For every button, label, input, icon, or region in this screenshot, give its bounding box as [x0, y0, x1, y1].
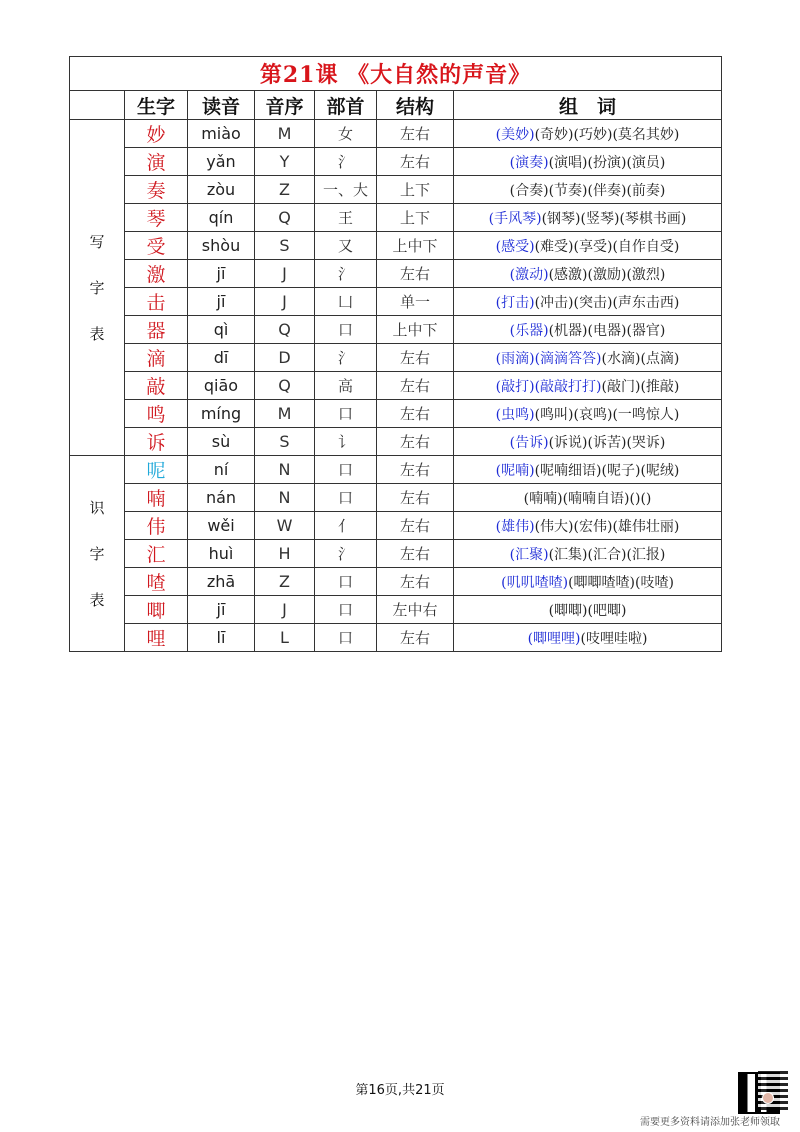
pinyin-cell: jī: [188, 260, 255, 288]
header-letter-order: 音序: [255, 91, 315, 120]
highlighted-word: (雨滴)(滴滴答答): [495, 350, 602, 367]
word-group: (伟大)(宏伟)(雄伟壮丽): [534, 518, 680, 535]
section-label-char: 写: [89, 232, 105, 251]
letter-order-cell: J: [255, 596, 315, 624]
section-label-char: 表: [89, 590, 105, 609]
words-cell: [454, 624, 722, 652]
word-group: (诉说)(诉苦)(哭诉): [548, 434, 666, 451]
radical-cell: 一、大: [315, 176, 377, 204]
structure-cell: 左右: [377, 344, 454, 372]
radical-cell: 口: [315, 316, 377, 344]
word-group: (敲门)(推敲): [601, 378, 680, 395]
radical-cell: 氵: [315, 344, 377, 372]
word-group: (感激)(激励)(激烈): [548, 266, 666, 283]
radical-cell: 亻: [315, 512, 377, 540]
words-cell: [454, 568, 722, 596]
structure-cell: 上下: [377, 204, 454, 232]
structure-cell: 左右: [377, 372, 454, 400]
section-label-recognize: [70, 456, 125, 652]
highlighted-word: (唧哩哩): [527, 630, 581, 647]
word-group: (水滴)(点滴): [601, 350, 680, 367]
words-cell: [454, 512, 722, 540]
header-structure: 结构: [377, 91, 454, 120]
radical-cell: 口: [315, 596, 377, 624]
radical-cell: 讠: [315, 428, 377, 456]
section-label-char: 字: [89, 544, 105, 563]
structure-cell: 左右: [377, 120, 454, 148]
table-row: [70, 484, 722, 512]
structure-cell: 单一: [377, 288, 454, 316]
words-cell: [454, 260, 722, 288]
radical-cell: 氵: [315, 260, 377, 288]
pinyin-cell: qiāo: [188, 372, 255, 400]
word-group: (难受)(享受)(自作自受): [534, 238, 680, 255]
letter-order-cell: Q: [255, 316, 315, 344]
character-cell: 哩: [125, 624, 188, 652]
character-cell: 喳: [125, 568, 188, 596]
section-label-char: 表: [89, 324, 105, 343]
highlighted-word: (激动): [509, 266, 549, 283]
table-row: [70, 344, 722, 372]
radical-cell: 高: [315, 372, 377, 400]
character-cell: 妙: [125, 120, 188, 148]
pinyin-cell: dī: [188, 344, 255, 372]
section-label-char: 字: [89, 278, 105, 297]
table-row: [70, 120, 722, 148]
words-cell: [454, 316, 722, 344]
pinyin-cell: zòu: [188, 176, 255, 204]
header-blank: [70, 91, 125, 120]
highlighted-word: (叽叽喳喳): [501, 574, 569, 591]
table-row: [70, 288, 722, 316]
words-cell: [454, 484, 722, 512]
letter-order-cell: Q: [255, 204, 315, 232]
pinyin-cell: qín: [188, 204, 255, 232]
pinyin-cell: ní: [188, 456, 255, 484]
letter-order-cell: L: [255, 624, 315, 652]
character-cell: 器: [125, 316, 188, 344]
header-radical: 部首: [315, 91, 377, 120]
structure-cell: 左右: [377, 148, 454, 176]
word-group: (机器)(电器)(器官): [548, 322, 666, 339]
header-row: [70, 91, 722, 120]
letter-order-cell: M: [255, 400, 315, 428]
lesson-title: 第21课 《大自然的声音》: [70, 57, 722, 91]
table-row: [70, 428, 722, 456]
radical-cell: 氵: [315, 540, 377, 568]
structure-cell: 上中下: [377, 316, 454, 344]
structure-cell: 左右: [377, 260, 454, 288]
character-cell: 滴: [125, 344, 188, 372]
word-group: (喃喃)(喃喃自语)()(): [523, 490, 652, 507]
highlighted-word: (美妙): [495, 126, 535, 143]
character-cell: 呢: [125, 456, 188, 484]
word-group: (合奏)(节奏)(伴奏)(前奏): [509, 182, 666, 199]
highlighted-word: (敲打)(敲敲打打): [495, 378, 602, 395]
letter-order-cell: S: [255, 232, 315, 260]
pinyin-cell: míng: [188, 400, 255, 428]
pinyin-cell: lī: [188, 624, 255, 652]
structure-cell: 左右: [377, 484, 454, 512]
table-row: [70, 176, 722, 204]
words-cell: [454, 456, 722, 484]
character-cell: 喃: [125, 484, 188, 512]
radical-cell: 又: [315, 232, 377, 260]
pinyin-cell: yǎn: [188, 148, 255, 176]
word-group: (鸣叫)(哀鸣)(一鸣惊人): [534, 406, 680, 423]
highlighted-word: (雄伟): [495, 518, 535, 535]
word-group: (演唱)(扮演)(演员): [548, 154, 666, 171]
table-row: [70, 540, 722, 568]
highlighted-word: (感受): [495, 238, 535, 255]
pinyin-cell: jī: [188, 596, 255, 624]
pinyin-cell: shòu: [188, 232, 255, 260]
radical-cell: 口: [315, 484, 377, 512]
word-group: (呢喃细语)(呢子)(呢绒): [534, 462, 680, 479]
letter-order-cell: D: [255, 344, 315, 372]
words-cell: [454, 288, 722, 316]
table-row: [70, 316, 722, 344]
letter-order-cell: S: [255, 428, 315, 456]
structure-cell: 左右: [377, 568, 454, 596]
radical-cell: 女: [315, 120, 377, 148]
character-cell: 琴: [125, 204, 188, 232]
radical-cell: 口: [315, 568, 377, 596]
word-group: (钢琴)(竖琴)(琴棋书画): [541, 210, 687, 227]
letter-order-cell: Y: [255, 148, 315, 176]
character-cell: 演: [125, 148, 188, 176]
character-cell: 激: [125, 260, 188, 288]
letter-order-cell: Z: [255, 568, 315, 596]
words-cell: [454, 400, 722, 428]
qr-pattern-icon: [758, 1068, 788, 1110]
radical-cell: 王: [315, 204, 377, 232]
words-cell: [454, 344, 722, 372]
highlighted-word: (乐器): [509, 322, 549, 339]
character-cell: 击: [125, 288, 188, 316]
table-row: [70, 596, 722, 624]
pinyin-cell: zhā: [188, 568, 255, 596]
word-group: (冲击)(突击)(声东击西): [534, 294, 680, 311]
title-row: [70, 57, 722, 91]
words-cell: [454, 540, 722, 568]
pinyin-cell: miào: [188, 120, 255, 148]
footer-note: 需要更多资料请添加张老师领取: [640, 1117, 780, 1128]
highlighted-word: (打击): [495, 294, 535, 311]
words-cell: [454, 120, 722, 148]
table-row: [70, 372, 722, 400]
header-words: 组 词: [454, 91, 722, 120]
highlighted-word: (手风琴): [488, 210, 542, 227]
character-cell: 敲: [125, 372, 188, 400]
highlighted-word: (汇聚): [509, 546, 549, 563]
words-cell: [454, 372, 722, 400]
highlighted-word: (演奏): [509, 154, 549, 171]
words-cell: [454, 428, 722, 456]
page-number: 第16页,共21页: [355, 1083, 445, 1098]
words-cell: [454, 148, 722, 176]
table-row: [70, 568, 722, 596]
header-pinyin: 读音: [188, 91, 255, 120]
header-character: 生字: [125, 91, 188, 120]
words-cell: [454, 596, 722, 624]
structure-cell: 左右: [377, 428, 454, 456]
character-cell: 伟: [125, 512, 188, 540]
character-cell: 鸣: [125, 400, 188, 428]
words-cell: [454, 204, 722, 232]
table-row: [70, 260, 722, 288]
structure-cell: 左右: [377, 624, 454, 652]
radical-cell: 口: [315, 624, 377, 652]
structure-cell: 左右: [377, 540, 454, 568]
word-group: (唧唧)(吧唧): [548, 602, 627, 619]
pinyin-cell: qì: [188, 316, 255, 344]
character-cell: 诉: [125, 428, 188, 456]
structure-cell: 左中右: [377, 596, 454, 624]
letter-order-cell: W: [255, 512, 315, 540]
words-cell: [454, 176, 722, 204]
highlighted-word: (呢喃): [495, 462, 535, 479]
table-row: [70, 624, 722, 652]
letter-order-cell: Z: [255, 176, 315, 204]
highlighted-word: (告诉): [509, 434, 549, 451]
pinyin-cell: wěi: [188, 512, 255, 540]
section-label-char: 识: [89, 498, 105, 517]
letter-order-cell: M: [255, 120, 315, 148]
letter-order-cell: J: [255, 260, 315, 288]
radical-cell: 口: [315, 456, 377, 484]
word-group: (吱哩哇啦): [580, 630, 648, 647]
structure-cell: 左右: [377, 512, 454, 540]
radical-cell: 凵: [315, 288, 377, 316]
pinyin-cell: nán: [188, 484, 255, 512]
structure-cell: 上下: [377, 176, 454, 204]
word-group: (唧唧喳喳)(吱喳): [568, 574, 674, 591]
character-cell: 汇: [125, 540, 188, 568]
table-row: [70, 456, 722, 484]
radical-cell: 氵: [315, 148, 377, 176]
words-cell: [454, 232, 722, 260]
highlighted-word: (虫鸣): [495, 406, 535, 423]
character-cell: 唧: [125, 596, 188, 624]
structure-cell: 左右: [377, 456, 454, 484]
letter-order-cell: N: [255, 456, 315, 484]
table-row: [70, 512, 722, 540]
pinyin-cell: huì: [188, 540, 255, 568]
word-group: (汇集)(汇合)(汇报): [548, 546, 666, 563]
letter-order-cell: N: [255, 484, 315, 512]
letter-order-cell: H: [255, 540, 315, 568]
table-row: [70, 400, 722, 428]
letter-order-cell: J: [255, 288, 315, 316]
structure-cell: 左右: [377, 400, 454, 428]
section-label-write: [70, 120, 125, 456]
word-group: (奇妙)(巧妙)(莫名其妙): [534, 126, 680, 143]
pinyin-cell: sù: [188, 428, 255, 456]
vocabulary-table: [69, 56, 722, 652]
table-row: [70, 148, 722, 176]
character-cell: 受: [125, 232, 188, 260]
avatar: [762, 1092, 774, 1104]
character-cell: 奏: [125, 176, 188, 204]
structure-cell: 上中下: [377, 232, 454, 260]
radical-cell: 口: [315, 400, 377, 428]
table-row: [70, 232, 722, 260]
table-row: [70, 204, 722, 232]
pinyin-cell: jī: [188, 288, 255, 316]
letter-order-cell: Q: [255, 372, 315, 400]
